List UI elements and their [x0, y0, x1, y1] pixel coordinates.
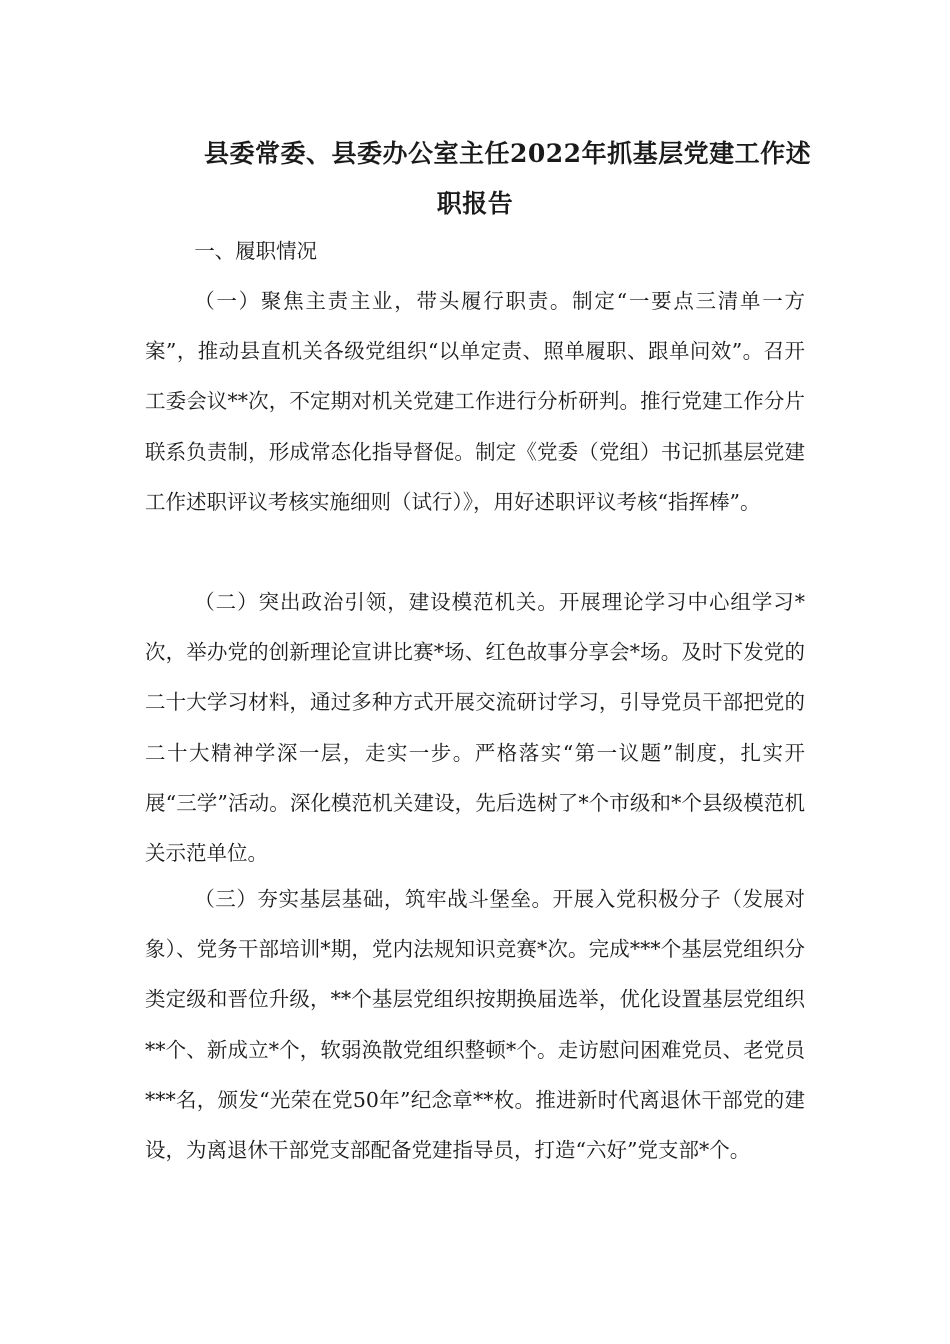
document-title-line-2: 职报告 — [436, 189, 514, 218]
paragraph-3: （三）夯实基层基础，筑牢战斗堡垒。开展入党积极分子（发展对象）、党务干部培训*期，党内法规知识竞赛*次。完成***个基层党组织分类定级和晋位升级，**个基层党组织按期换届选举，优化设置基层党组织**个、新成立*个，软弱涣散党组织整顿*个。走访慰问困难党员、老党员***名，颁发“光荣在党50年”纪念章**枚。推进新时代离退休干部党的建设，为离退休干部党支部配备党建指导员，打造“六好”党支部*个。 — [145, 887, 805, 1163]
paragraph-2: （二）突出政治引领，建设模范机关。开展理论学习中心组学习*次，举办党的创新理论宣讲比赛*场、红色故事分享会*场。及时下发党的二十大学习材料，通过多种方式开展交流研讨学习，引导党员干部把党的二十大精神学深一层，走实一步。严格落实“第一议题”制度，扎实开展“三学”活动。深化模范机关建设，先后选树了*个市级和*个县级模范机关示范单位。 — [145, 590, 805, 866]
document-title-line-1: 县委常委、县委办公室主任2022年抓基层党建工作述 — [204, 139, 812, 168]
section-heading: 一、履职情况 — [194, 239, 318, 263]
paragraph-1: （一）聚焦主责主业，带头履行职责。制定“一要点三清单一方案”，推动县直机关各级党组织“以单定责、照单履职、跟单问效”。召开工委会议**次，不定期对机关党建工作进行分析研判。推行党建工作分片联系负责制，形成常态化指导督促。制定《党委（党组）书记抓基层党建工作述职评议考核实施细则（试行）》，用好述职评议考核“指挥棒”。 — [145, 289, 805, 514]
